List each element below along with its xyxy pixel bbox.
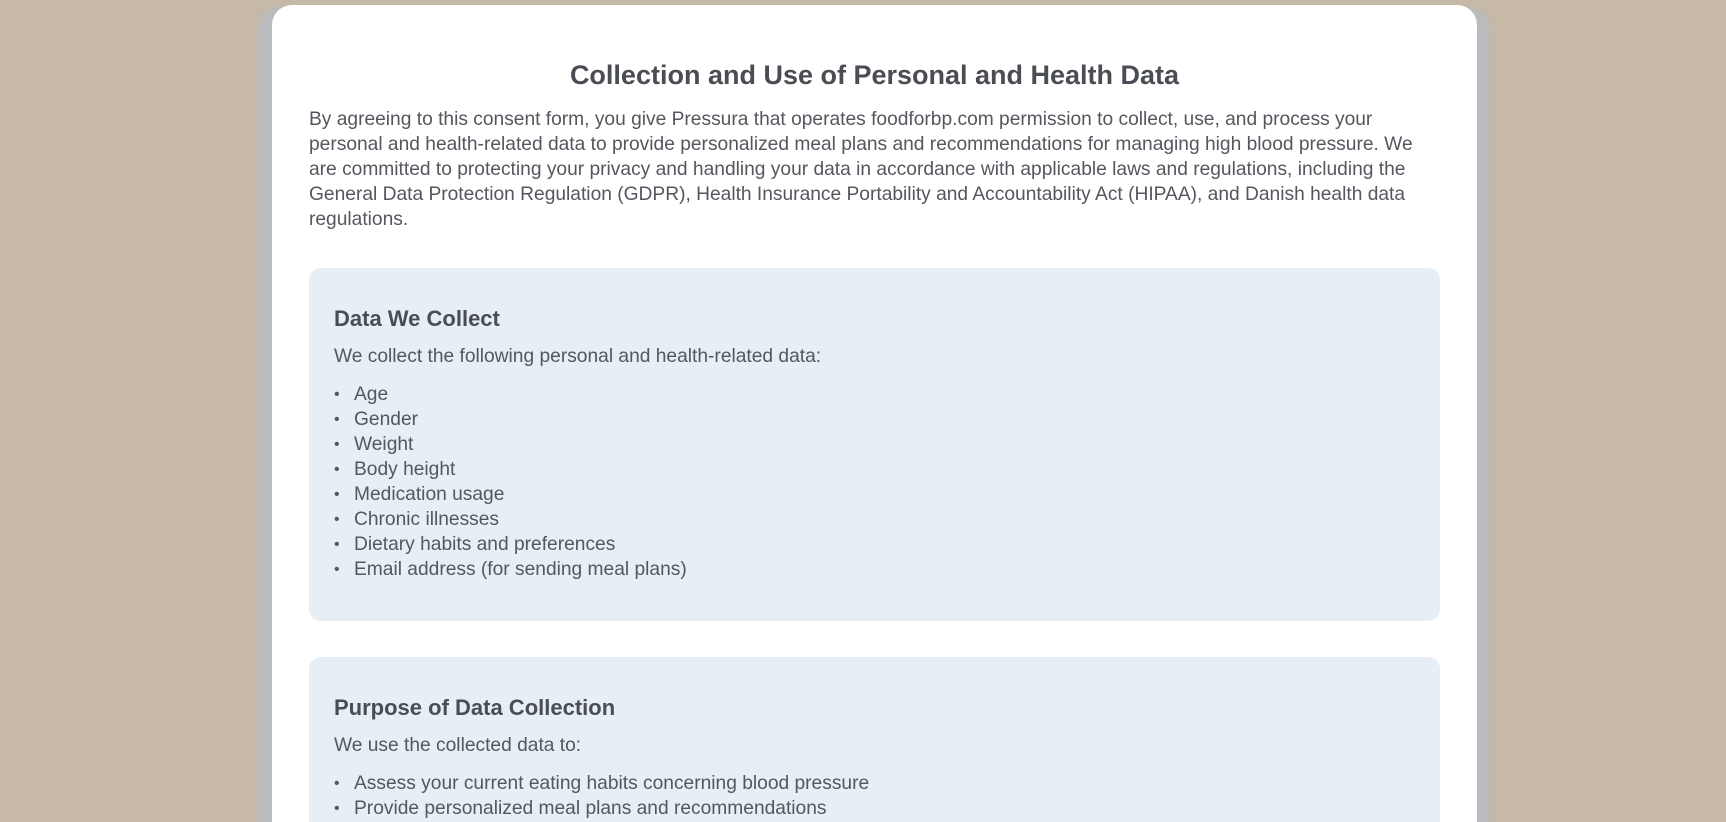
section-purpose (309, 657, 1440, 822)
list-item (334, 557, 1415, 582)
list-item (334, 771, 1415, 796)
list-item (334, 532, 1415, 557)
list-item-text: Assess your current eating habits concerning blood pressure (354, 773, 870, 794)
list-item-text: Email address (for sending meal plans) (354, 559, 687, 580)
list-item-text: Dietary habits and preferences (354, 534, 616, 555)
section-data-we-collect (309, 268, 1440, 621)
list-item-text: Age (354, 384, 389, 405)
list-item (334, 382, 1415, 407)
bullet-icon: • (334, 436, 340, 453)
list-item (334, 457, 1415, 482)
bullet-icon: • (334, 386, 340, 403)
list-item (334, 507, 1415, 532)
intro-paragraph: By agreeing to this consent form, you give Pressura that operates foodforbp.com permission to collect, use, and process your personal and health-related data to provide personalized meal plans and recommendations for managing high blood pressure. We are committed to protecting your privacy and handling your data in accordance with applicable laws and regulations, including the General Data Protection Regulation (GDPR), Health Insurance Portability and Accountability Act (HIPAA), and Danish health data regulations. (309, 109, 1413, 230)
consent-card[interactable] (272, 5, 1477, 822)
list-item-text: Weight (354, 434, 414, 455)
section-lead: We collect the following personal and health-related data: (334, 346, 822, 367)
list-item-text: Gender (354, 409, 418, 430)
bullet-icon: • (334, 461, 340, 478)
list-item-text: Chronic illnesses (354, 509, 500, 530)
list-item (334, 407, 1415, 432)
section-heading: Purpose of Data Collection (334, 695, 616, 720)
bullet-icon: • (334, 775, 340, 792)
list-item (334, 796, 1415, 821)
page-title: Collection and Use of Personal and Health Data (569, 60, 1180, 90)
list-item-text: Body height (354, 459, 456, 480)
section-lead: We use the collected data to: (334, 735, 582, 756)
bullet-icon: • (334, 486, 340, 503)
list-item-text: Medication usage (354, 484, 505, 505)
bullet-icon: • (334, 511, 340, 528)
purpose-list (334, 771, 1415, 821)
bullet-icon: • (334, 561, 340, 578)
list-item (334, 432, 1415, 457)
bullet-icon: • (334, 536, 340, 553)
list-item (334, 482, 1415, 507)
data-list (334, 382, 1415, 582)
section-heading: Data We Collect (334, 306, 500, 331)
list-item-text: Provide personalized meal plans and recommendations (354, 798, 827, 819)
bullet-icon: • (334, 800, 340, 817)
bullet-icon: • (334, 411, 340, 428)
